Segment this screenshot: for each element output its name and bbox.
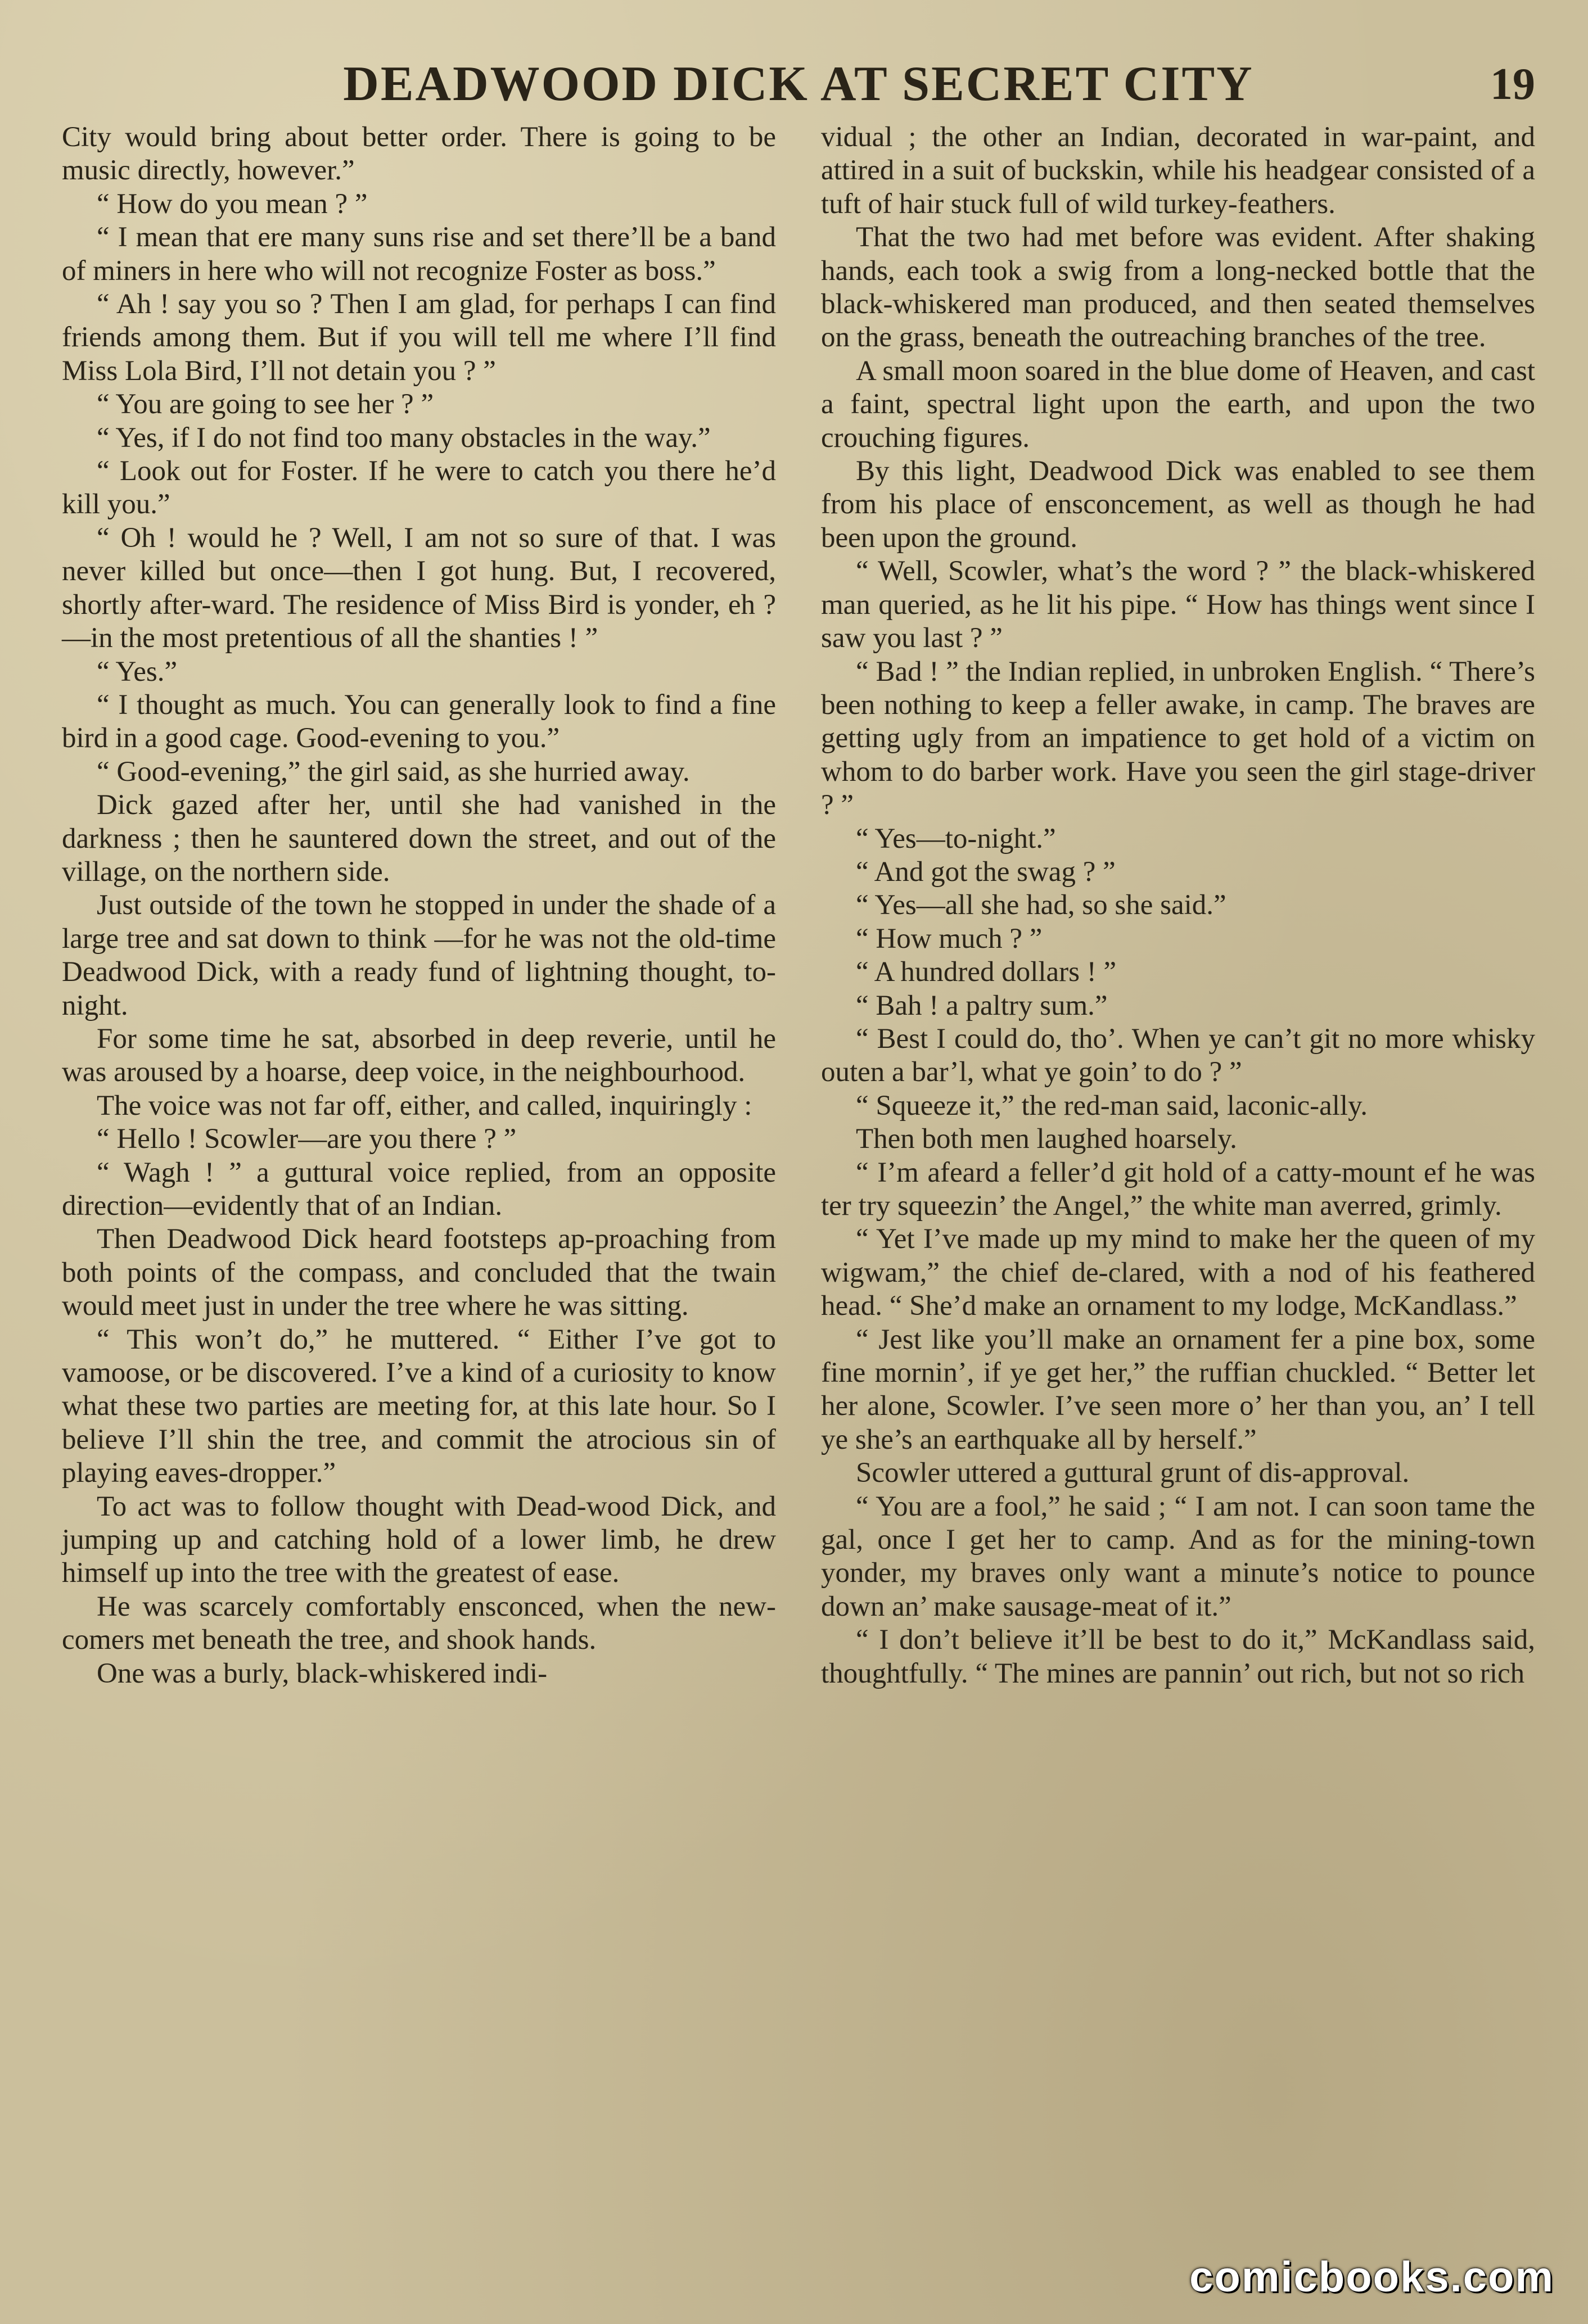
paragraph: Just outside of the town he stopped in under the shade of a large tree and sat down to think —for he was not the old-time Deadwood Dick, with a ready fund of lightning thought, to-night. [62, 889, 776, 1021]
paragraph: “ Jest like you’ll make an ornament fer a pine box, some fine mornin’, if ye get her,” the ruffian chuckled. “ Better let her alone, Scowler. I’ve seen more o’ her than you, an’ I tell ye she’s an earthquake all by herself.” [821, 1323, 1535, 1455]
paragraph: “ Good-evening,” the girl said, as she hurried away. [97, 756, 690, 788]
paragraph: That the two had met before was evident. After shaking hands, each took a swig from a long-necked bottle that the black-whiskered man produced, and then seated themselves on the grass, beneath the outreaching branches of the tree. [821, 221, 1535, 354]
paragraph: Then Deadwood Dick heard footsteps ap-proaching from both points of the compass, and concluded that the twain would meet just in under the tree where he was sitting. [62, 1223, 776, 1322]
paragraph: The voice was not far off, either, and called, inquiringly : [97, 1089, 752, 1122]
paragraph: “ Best I could do, tho’. When ye can’t git no more whisky outen a bar’l, what ye goin’ to do ? ” [821, 1023, 1535, 1088]
paragraph: “ I’m afeard a feller’d git hold of a catty-mount ef he was ter try squeezin’ the Angel,” the white man averred, grimly. [821, 1156, 1535, 1222]
paragraph: “ You are going to see her ? ” [97, 388, 434, 421]
paragraph: By this light, Deadwood Dick was enabled to see them from his place of ensconcement, as well as though he had been upon the ground. [821, 455, 1535, 554]
paragraph: Dick gazed after her, until she had vanished in the darkness ; then he sauntered down the street, and out of the village, on the northern side. [62, 789, 776, 888]
paragraph: Then both men laughed hoarsely. [856, 1123, 1237, 1155]
running-title: DEADWOOD DICK AT SECRET CITY [343, 57, 1254, 111]
paragraph: “ This won’t do,” he muttered. “ Either I’ve got to vamoose, or be discovered. I’ve a kind of a curiosity to know what these two parties are meeting for, at this late hour. So I believe I’ll shin the tree, and commit the atrocious sin of playing eaves-dropper.” [62, 1323, 776, 1489]
paragraph: “ I mean that ere many suns rise and set there’ll be a band of miners in here who will not recognize Foster as boss.” [62, 221, 776, 287]
paragraph: For some time he sat, absorbed in deep reverie, until he was aroused by a hoarse, deep voice, in the neighbourhood. [62, 1023, 776, 1088]
running-head [62, 53, 1535, 115]
left-text-column [62, 121, 776, 1690]
paragraph: City would bring about better order. There is going to be music directly, however.” [62, 121, 776, 187]
paragraph: “ Bad ! ” the Indian replied, in unbroken English. “ There’s been nothing to keep a feller awake, in camp. The braves are getting ugly from an impatience to get hold of a victim on whom to do barber work. Have you seen the girl stage-driver ? ” [821, 655, 1535, 821]
paragraph: “ Hello ! Scowler—are you there ? ” [97, 1123, 517, 1155]
paragraph: He was scarcely comfortably ensconced, when the new-comers met beneath the tree, and shook hands. [62, 1590, 776, 1656]
paragraph: “ I thought as much. You can generally look to find a fine bird in a good cage. Good-evening to you.” [62, 689, 776, 754]
paragraph: “ And got the swag ? ” [856, 856, 1116, 888]
paragraph: Scowler uttered a guttural grunt of dis-approval. [856, 1457, 1410, 1489]
paragraph: “ Yes, if I do not find too many obstacles in the way.” [97, 422, 711, 454]
paragraph: “ Bah ! a paltry sum.” [856, 989, 1108, 1021]
paragraph: “ Squeeze it,” the red-man said, laconic-ally. [856, 1089, 1368, 1122]
watermark-text: comicbooks.com [1189, 2253, 1554, 2301]
right-text-column [821, 121, 1535, 1690]
paragraph: “ Yet I’ve made up my mind to make her the queen of my wigwam,” the chief de-clared, with a nod of his feathered head. “ She’d make an ornament to my lodge, McKandlass.” [821, 1223, 1535, 1322]
paragraph: “ A hundred dollars ! ” [856, 956, 1117, 988]
paragraph: To act was to follow thought with Dead-wood Dick, and jumping up and catching hold of a lower limb, he drew himself up into the tree with the greatest of ease. [62, 1490, 776, 1589]
paragraph: “ How do you mean ? ” [97, 188, 368, 220]
paragraph: “ You are a fool,” he said ; “ I am not. I can soon tame the gal, once I get her to camp. And as for the mining-town yonder, my braves only want a minute’s notice to pounce down an’ make sausage-meat of it.” [821, 1490, 1535, 1622]
paragraph: “ Yes.” [97, 655, 178, 688]
paragraph: “ I don’t believe it’ll be best to do it,” McKandlass said, thoughtfully. “ The mines are pannin’ out rich, but not so rich [821, 1624, 1535, 1689]
paragraph: “ Wagh ! ” a guttural voice replied, from an opposite direction—evidently that of an Indian. [62, 1156, 776, 1222]
paragraph: “ How much ? ” [856, 923, 1043, 955]
paragraph: vidual ; the other an Indian, decorated in war-paint, and attired in a suit of buckskin, while his headgear consisted of a tuft of hair stuck full of wild turkey-feathers. [821, 121, 1535, 220]
paragraph: “ Yes—to-night.” [856, 822, 1056, 854]
paragraph: One was a burly, black-whiskered indi- [97, 1657, 548, 1689]
paragraph: “ Ah ! say you so ? Then I am glad, for perhaps I can find friends among them. But if you will tell me where I’ll find Miss Lola Bird, I’ll not detain you ? ” [62, 288, 776, 387]
paragraph: “ Oh ! would he ? Well, I am not so sure of that. I was never killed but once—then I got hung. But, I recovered, shortly after-ward. The residence of Miss Bird is yonder, eh ?—in the most pretentious of all the shanties ! ” [62, 522, 776, 654]
paragraph: “ Yes—all she had, so she said.” [856, 889, 1226, 921]
page-number: 19 [1490, 60, 1535, 109]
paragraph: “ Well, Scowler, what’s the word ? ” the black-whiskered man queried, as he lit his pipe. “ How has things went since I saw you last ? ” [821, 555, 1535, 654]
paragraph: A small moon soared in the blue dome of Heaven, and cast a faint, spectral light upon the earth, and upon the two crouching figures. [821, 355, 1535, 454]
paragraph: “ Look out for Foster. If he were to catch you there he’d kill you.” [62, 455, 776, 521]
